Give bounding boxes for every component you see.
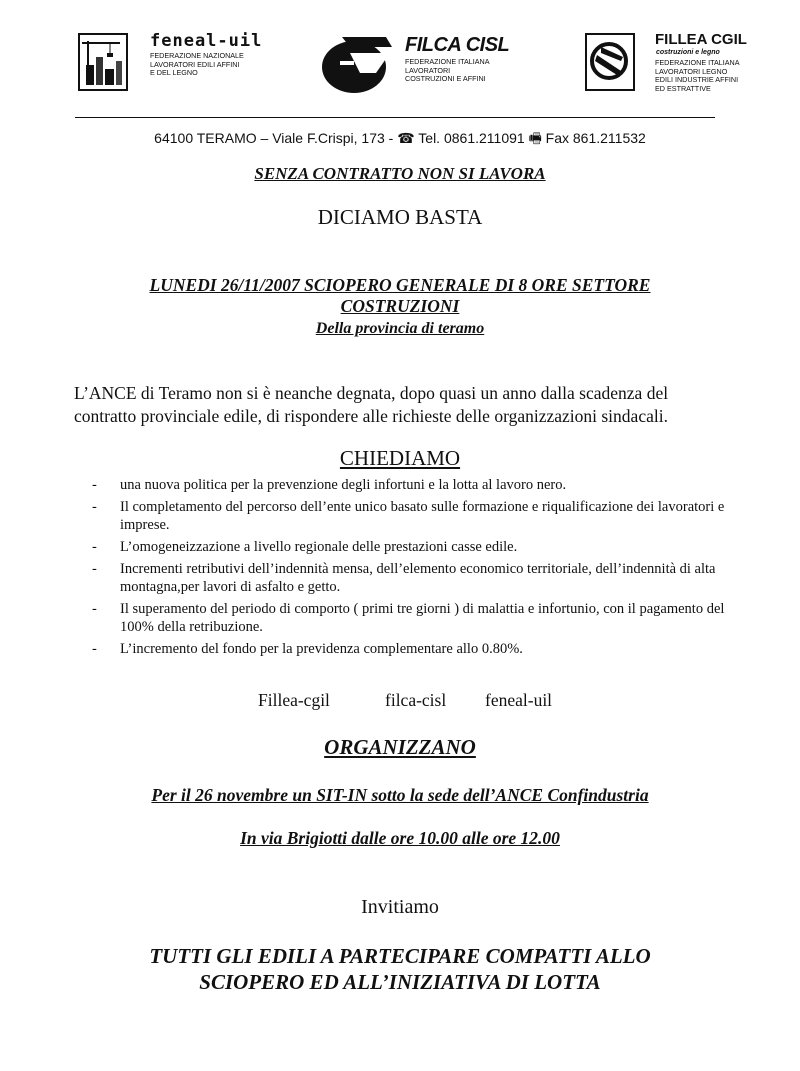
- feneal-subtitle: FEDERAZIONE NAZIONALE LAVORATORI EDILI AFFINI E DEL LEGNO: [150, 51, 244, 78]
- slogan: SENZA CONTRATTO NON SI LAVORA: [254, 164, 546, 183]
- location-line: In via Brigiotti dalle ore 10.00 alle ore 12.00: [240, 828, 560, 848]
- intro-paragraph: L’ANCE di Teramo non si è neanche degnata, dopo quasi un anno dalla scadenza del contratto provinciale edile, di rispondere alle richieste delle organizzazioni sindacali.: [74, 383, 669, 426]
- demands-list: [92, 476, 732, 662]
- filca-title: FILCA CISL: [405, 34, 510, 56]
- feneal-title: feneal-uil: [150, 31, 263, 51]
- sitin-line: Per il 26 novembre un SIT-IN sotto la sede dell’ANCE Confindustria: [151, 785, 649, 805]
- strike-line-2: COSTRUZIONI: [340, 296, 460, 316]
- closing-line-2: SCIOPERO ED ALL’INIZIATIVA DI LOTTA: [199, 970, 601, 994]
- address-line: 64100 TERAMO – Viale F.Crispi, 173 - ☎ Tel. 0861.211091 🖷 Fax 861.211532: [154, 130, 646, 146]
- province-line: Della provincia di teramo: [315, 320, 485, 337]
- union-filca: filca-cisl: [385, 690, 447, 710]
- headline: DICIAMO BASTA: [317, 205, 483, 229]
- list-item: - Il superamento del periodo di comporto ( primi tre giorni ) di malattia e infortunio, con il pagamento del 100% della retribuzione.: [92, 601, 725, 635]
- closing-call: [0, 943, 800, 995]
- union-feneal: feneal-uil: [485, 690, 553, 710]
- strike-line-1: LUNEDI 26/11/2007 SCIOPERO GENERALE DI 8 ORE SETTORE: [149, 275, 651, 295]
- demands-title: CHIEDIAMO: [339, 446, 461, 470]
- fillea-logo-icon: [585, 33, 635, 91]
- list-item: - Il completamento del percorso dell’ente unico basato sulle formazione e riqualificazione dei lavoratori e imprese.: [92, 499, 725, 533]
- organize-heading: ORGANIZZANO: [324, 735, 476, 759]
- list-item: - Incrementi retributivi dell’indennità mensa, dell’elemento economico territoriale, dell’indennità di alta montagna,per lavori di asfalto e getto.: [92, 561, 716, 595]
- invite-line: Invitiamo: [361, 896, 439, 918]
- list-item: - L’omogeneizzazione a livello regionale delle prestazioni casse edile.: [92, 539, 518, 555]
- fillea-subtitle: FEDERAZIONE ITALIANA LAVORATORI LEGNO EDILI INDUSTRIE AFFINI ED ESTRATTIVE: [655, 58, 740, 93]
- closing-line-1: TUTTI GLI EDILI A PARTECIPARE COMPATTI ALLO: [149, 944, 651, 968]
- filca-logo-icon: [320, 33, 400, 95]
- fillea-title: FILLEA CGIL: [655, 31, 747, 48]
- list-item: - L’incremento del fondo per la previdenza complementare allo 0.80%.: [92, 641, 523, 657]
- union-fillea: Fillea-cgil: [258, 690, 330, 710]
- filca-subtitle: FEDERAZIONE ITALIANA LAVORATORI COSTRUZIONI E AFFINI: [405, 57, 490, 84]
- list-item: - una nuova politica per la prevenzione degli infortuni e la lotta al lavoro nero.: [92, 477, 567, 493]
- strike-announcement: [0, 275, 800, 317]
- feneal-logo-icon: [78, 33, 128, 91]
- fillea-tagline: costruzioni e legno: [656, 49, 720, 56]
- header-divider: [75, 117, 715, 118]
